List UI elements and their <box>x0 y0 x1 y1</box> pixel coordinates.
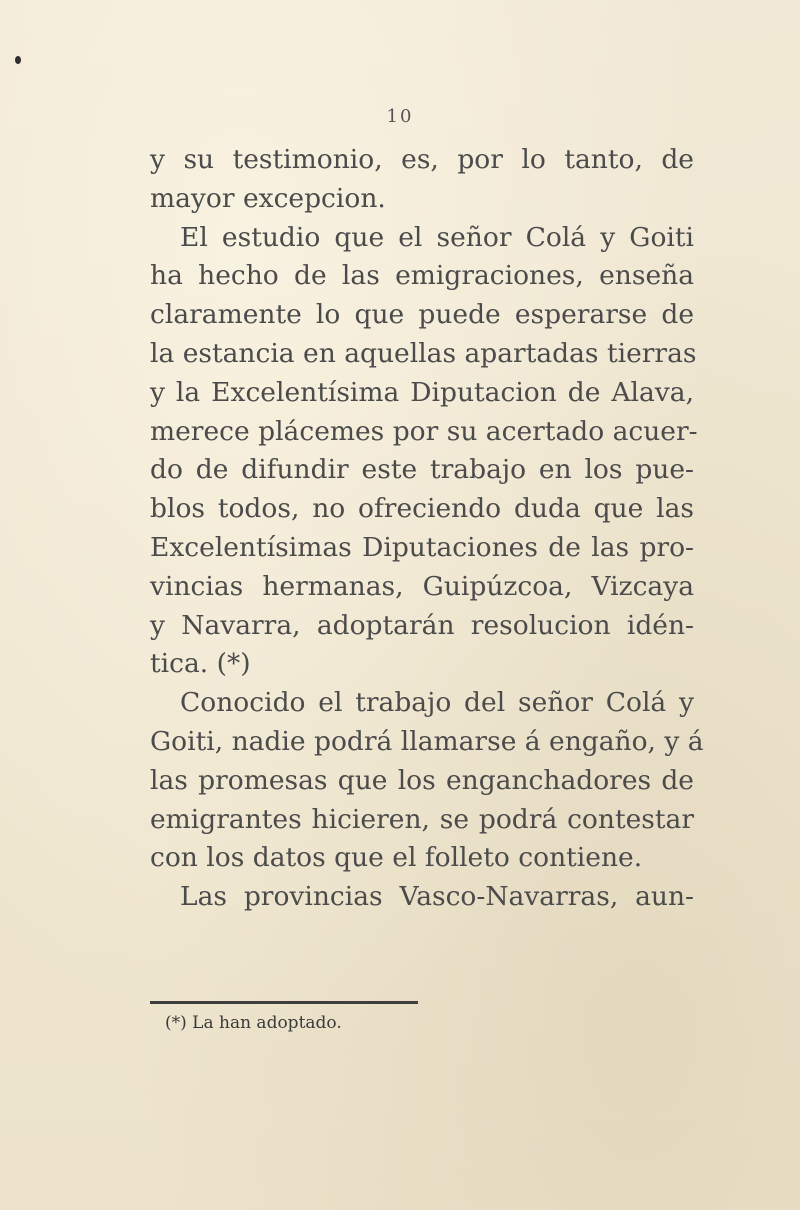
text-line: ha hecho de las emigraciones, enseña <box>150 260 694 292</box>
text-line: El estudio que el señor Colá y Goiti <box>180 221 694 253</box>
ink-speck <box>15 56 21 64</box>
text-line: tica. (*) <box>150 648 251 680</box>
text-line: las promesas que los enganchadores de <box>150 764 694 796</box>
text-line: Las provincias Vasco-Navarras, aun- <box>180 881 694 913</box>
text-line: y la Excelentísima Diputacion de Alava, <box>150 376 694 408</box>
text-line: y su testimonio, es, por lo tanto, de <box>150 144 694 175</box>
text-line: claramente lo que puede esperarse de <box>150 299 694 331</box>
text-line: merece plácemes por su acertado acuer- <box>150 415 698 447</box>
text-line: Conocido el trabajo del señor Colá y <box>180 687 694 719</box>
text-line: y Navarra, adoptarán resolucion idén- <box>150 609 694 641</box>
text-line: mayor excepcion. <box>150 182 386 214</box>
body-text <box>150 141 704 917</box>
text-line: con los datos que el folleto contiene. <box>150 842 643 874</box>
text-line: Excelentísimas Diputaciones de las pro- <box>150 531 694 563</box>
text-line: emigrantes hicieren, se podrá contestar <box>150 803 694 835</box>
page-number: 10 <box>386 106 414 127</box>
text-line: do de difundir este trabajo en los pue- <box>150 454 694 486</box>
text-line: Goiti, nadie podrá llamarse á engaño, y á <box>150 725 704 757</box>
text-line: vincias hermanas, Guipúzcoa, Vizcaya <box>150 570 694 602</box>
text-line: blos todos, no ofreciendo duda que las <box>150 493 694 525</box>
footnote: (*) La han adoptado. <box>165 1013 342 1033</box>
footnote-rule <box>150 1001 418 1004</box>
text-line: la estancia en aquellas apartadas tierras <box>150 337 697 369</box>
